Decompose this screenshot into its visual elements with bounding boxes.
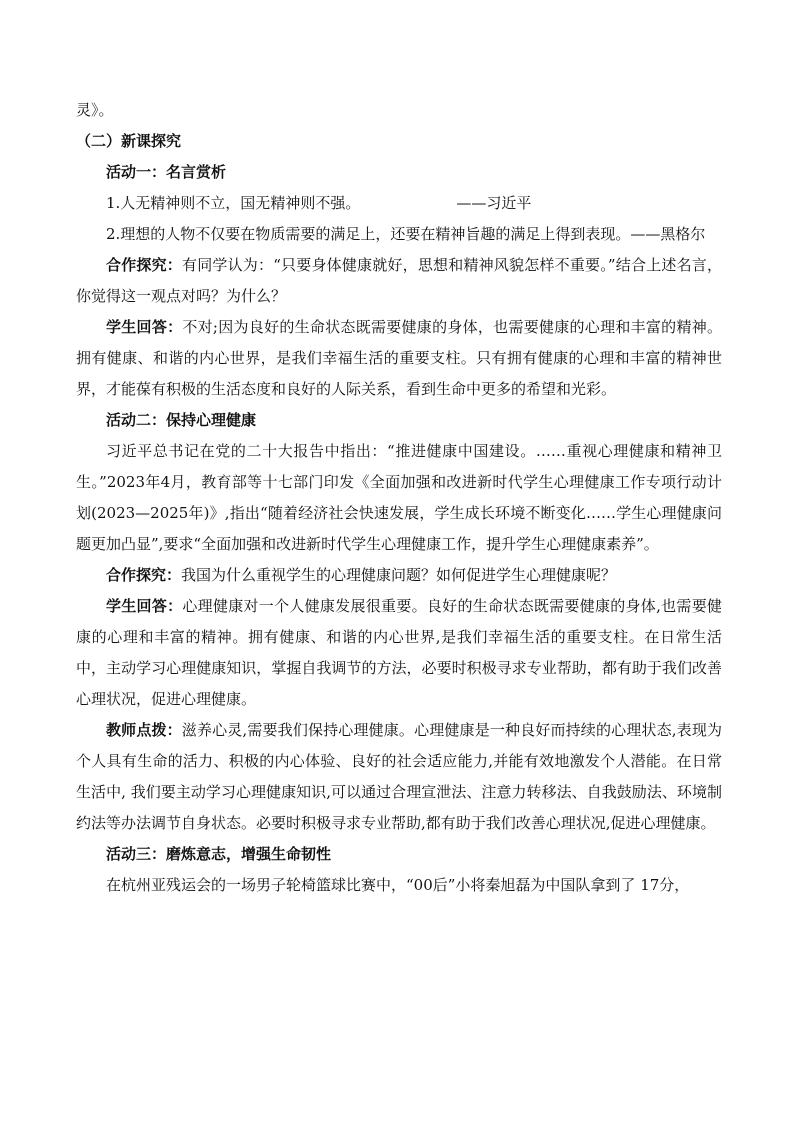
answer2-paragraph	[76, 591, 722, 715]
answer2-text: 心理健康对一个人健康发展很重要。良好的生命状态既需要健康的身体,也需要健康的心理和丰富的精神。拥有健康、和谐的内心世界,是我们幸福生活的重要支柱。在日常生活中，主动学习心理健康知识，掌握自我调节的方法，必要时积极寻求专业帮助，都有助于我们改善心理状况，促进心理健康。	[76, 597, 722, 708]
activity3-paragraph: 在杭州亚残运会的一场男子轮椅篮球比赛中，“00后”小将秦旭磊为中国队拿到了 17分，	[106, 876, 690, 894]
quote2-text: 2.理想的人物不仅要在物质需要的满足上，还要在精神旨趣的满足上得到表现。——黑格尔	[106, 225, 706, 243]
answer1-label: 学生回答：	[106, 318, 183, 336]
answer1-text: 不对;因为良好的生命状态既需要健康的身体，也需要健康的心理和丰富的精神。拥有健康、和谐的内心世界，是我们幸福生活的重要支柱。只有拥有健康的心理和丰富的精神世界，才能葆有积极的生活态度和良好的人际关系，看到生命中更多的希望和光彩。	[76, 318, 722, 398]
document-body	[76, 95, 722, 901]
coop2-label: 合作探究：	[106, 566, 182, 584]
section-heading: （二）新课探究	[76, 132, 182, 150]
answer2-label: 学生回答：	[106, 597, 183, 615]
activity2-heading: 活动二：保持心理健康	[106, 411, 257, 429]
quote1-text: 1.人无精神则不立，国无精神则不强。	[106, 194, 361, 212]
coop2-paragraph	[76, 560, 722, 591]
teacher-text: 滋养心灵,需要我们保持心理健康。心理健康是一种良好而持续的心理状态,表现为个人具有生命的活力、积极的内心体验、良好的社会适应能力,并能有效地激发个人潜能。在日常生活中, 我们要主动学习心理健康知识,可以通过合理宣泄法、注意力转移法、自我鼓励法、环境制约法等办法调节自身状态。必要时积极寻求专业帮助,都有助于我们改善心理状况,促进心理健康。	[76, 721, 722, 832]
activity3-heading: 活动三：磨炼意志，增强生命韧性	[106, 845, 332, 863]
coop1-text: 有同学认为：“只要身体健康就好，思想和精神风貌怎样不重要。”结合上述名言，你觉得这一观点对吗？为什么？	[76, 256, 722, 305]
quote1-author: ——习近平	[456, 194, 532, 212]
teacher-paragraph	[76, 715, 722, 839]
carried-line: 灵》。	[76, 101, 114, 119]
coop2-text: 我国为什么重视学生的心理健康问题？如何促进学生心理健康呢？	[181, 566, 617, 584]
quote1-line	[76, 188, 722, 219]
coop1-label: 合作探究：	[106, 256, 182, 274]
teacher-label: 教师点拨：	[106, 721, 182, 739]
answer1-paragraph	[76, 312, 722, 405]
activity2-paragraph: 习近平总书记在党的二十大报告中指出：“推进健康中国建设。……重视心理健康和精神卫生。”2023年4月，教育部等十七部门印发《全面加强和改进新时代学生心理健康工作专项行动计划(2023—2025年)》,指出“随着经济社会快速发展，学生成长环境不断变化……学生心理健康问题更加凸显”,要求“全面加强和改进新时代学生心理健康工作，提升学生心理健康素养”。	[76, 442, 722, 553]
activity1-heading: 活动一：名言赏析	[106, 163, 227, 181]
coop1-paragraph	[76, 250, 722, 312]
